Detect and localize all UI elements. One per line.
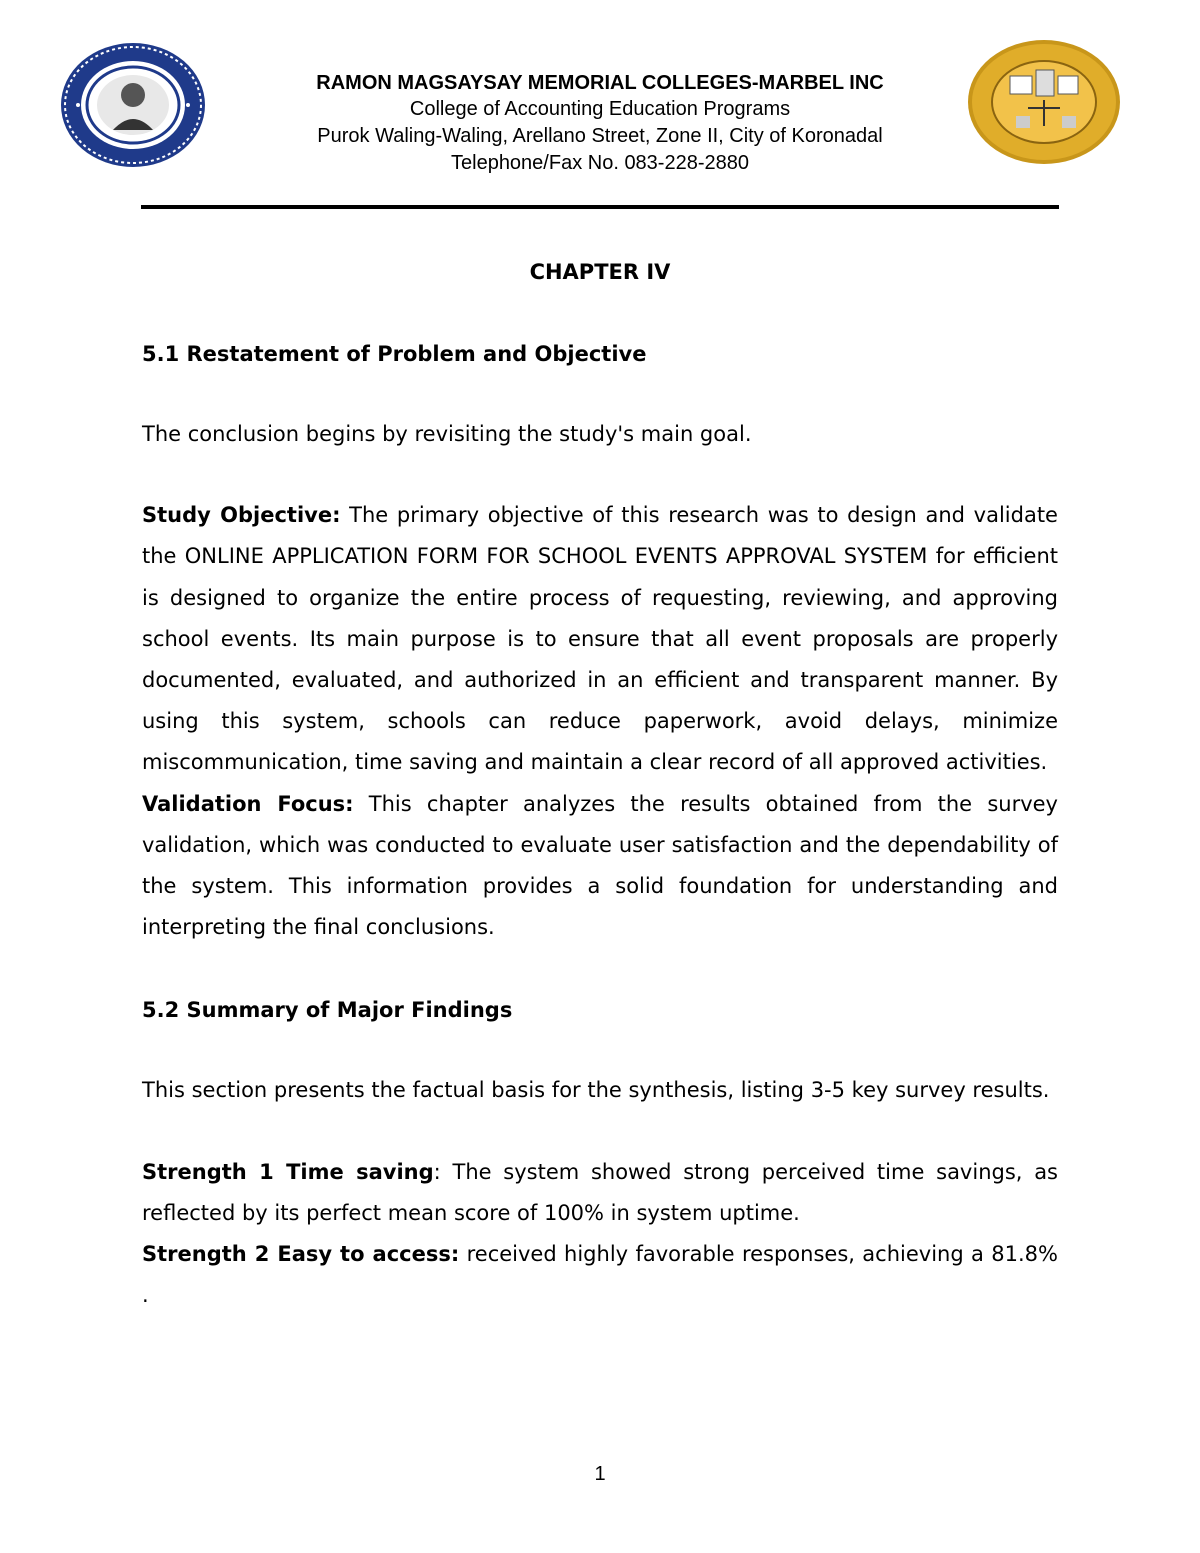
section-heading: 5.1 Restatement of Problem and Objective [142, 342, 647, 366]
paragraph: This section presents the factual basis for the synthesis, listing 3-5 key survey results. [142, 1078, 1050, 1103]
paragraph-strength-1 [142, 1152, 1058, 1234]
document-body [142, 252, 1058, 1316]
school-phone: Telephone/Fax No. 083-228-2880 [451, 152, 749, 174]
paragraph-study-objective [142, 495, 1058, 783]
study-objective-label: Study Objective: [142, 503, 341, 528]
strength-1-label: Strength 1 Time saving [142, 1159, 434, 1184]
school-address: Purok Waling-Waling, Arellano Street, Zone II, City of Koronadal [317, 125, 883, 147]
letterhead-text [200, 70, 1000, 177]
strength-2-label: Strength 2 Easy to access: [142, 1242, 460, 1267]
validation-focus-text: This chapter analyzes the results obtained from the survey validation, which was conducted to evaluate user satisfaction and the dependability of the system. This information provides a solid foundation for understanding and interpreting the final conclusions. [142, 791, 1058, 940]
study-objective-text: The primary objective of this research was to design and validate the ONLINE APPLICATION FORM FOR SCHOOL EVENTS APPROVAL SYSTEM for efficient is designed to organize the entire process of requesting, reviewing, and approving school events. Its main purpose is to ensure that all event proposals are properly documented, evaluated, and authorized in an efficient and transparent manner. By using this system, schools can reduce paperwork, avoid delays, minimize miscommunication, time saving and maintain a clear record of all approved activities. [142, 503, 1058, 775]
school-seal-logo [58, 40, 208, 170]
section-heading: 5.2 Summary of Major Findings [142, 998, 513, 1023]
validation-focus-label: Validation Focus: [142, 791, 354, 816]
letterhead [0, 0, 1200, 215]
department-seal-logo [966, 38, 1122, 166]
header-divider [141, 205, 1059, 209]
chapter-title: CHAPTER IV [529, 260, 671, 284]
paragraph-validation-focus [142, 784, 1058, 949]
strength-1-text: : The system showed strong perceived time savings, as reflected by its perfect mean score of 100% in system uptime. [142, 1159, 1059, 1225]
page-number: 1 [594, 1463, 606, 1485]
paragraph-strength-2 [142, 1234, 1058, 1316]
paragraph: The conclusion begins by revisiting the study's main goal. [142, 422, 752, 446]
school-name: RAMON MAGSAYSAY MEMORIAL COLLEGES-MARBEL INC [316, 72, 884, 94]
strength-2-text: received highly favorable responses, achieving a 81.8% . [142, 1242, 1058, 1308]
college-name: College of Accounting Education Programs [409, 98, 791, 120]
